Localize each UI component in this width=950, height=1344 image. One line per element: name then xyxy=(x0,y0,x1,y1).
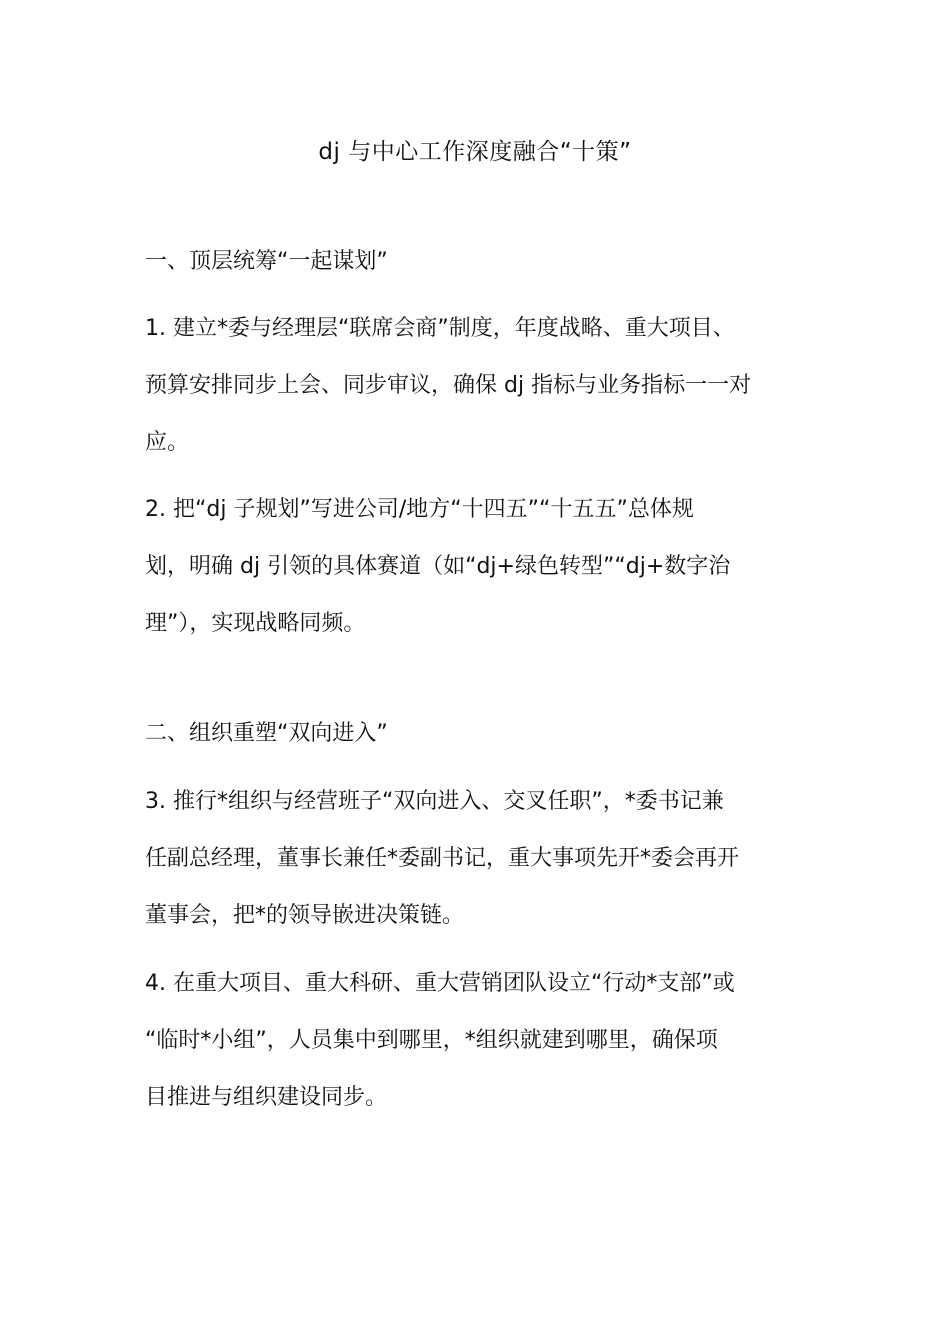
paragraph-line: 任副总经理，董事长兼任*委副书记，重大事项先开*委会再开 xyxy=(145,846,740,871)
section-heading-1: 一、顶层统筹“一起谋划” xyxy=(145,249,388,274)
paragraph-2 xyxy=(145,481,810,652)
paragraph-3 xyxy=(145,773,810,944)
paragraph-line: 4. 在重大项目、重大科研、重大营销团队设立“行动*支部”或 xyxy=(145,971,735,996)
paragraph-line: 3. 推行*组织与经营班子“双向进入、交叉任职”，*委书记兼 xyxy=(145,789,724,814)
paragraph-line: 理”），实现战略同频。 xyxy=(145,611,366,636)
paragraph-line: “临时*小组”，人员集中到哪里，*组织就建到哪里，确保项 xyxy=(145,1028,718,1053)
paragraph-line: 董事会，把*的领导嵌进决策链。 xyxy=(145,903,465,928)
paragraph-line: 1. 建立*委与经理层“联席会商”制度，年度战略、重大项目、 xyxy=(145,316,735,341)
paragraph-line: 预算安排同步上会、同步审议，确保 dj 指标与业务指标一一对 xyxy=(145,373,752,398)
section-heading-2: 二、组织重塑“双向进入” xyxy=(145,721,388,746)
paragraph-4 xyxy=(145,955,810,1126)
paragraph-line: 目推进与组织建设同步。 xyxy=(145,1085,388,1110)
paragraph-line: 应。 xyxy=(145,430,190,455)
paragraph-line: 划，明确 dj 引领的具体赛道（如“dj+绿色转型”“dj+数字治 xyxy=(145,554,731,579)
paragraph-1 xyxy=(145,300,810,471)
paragraph-line: 2. 把“dj 子规划”写进公司/地方“十四五”“十五五”总体规 xyxy=(145,497,694,522)
document-title: dj 与中心工作深度融合“十策” xyxy=(318,139,632,165)
